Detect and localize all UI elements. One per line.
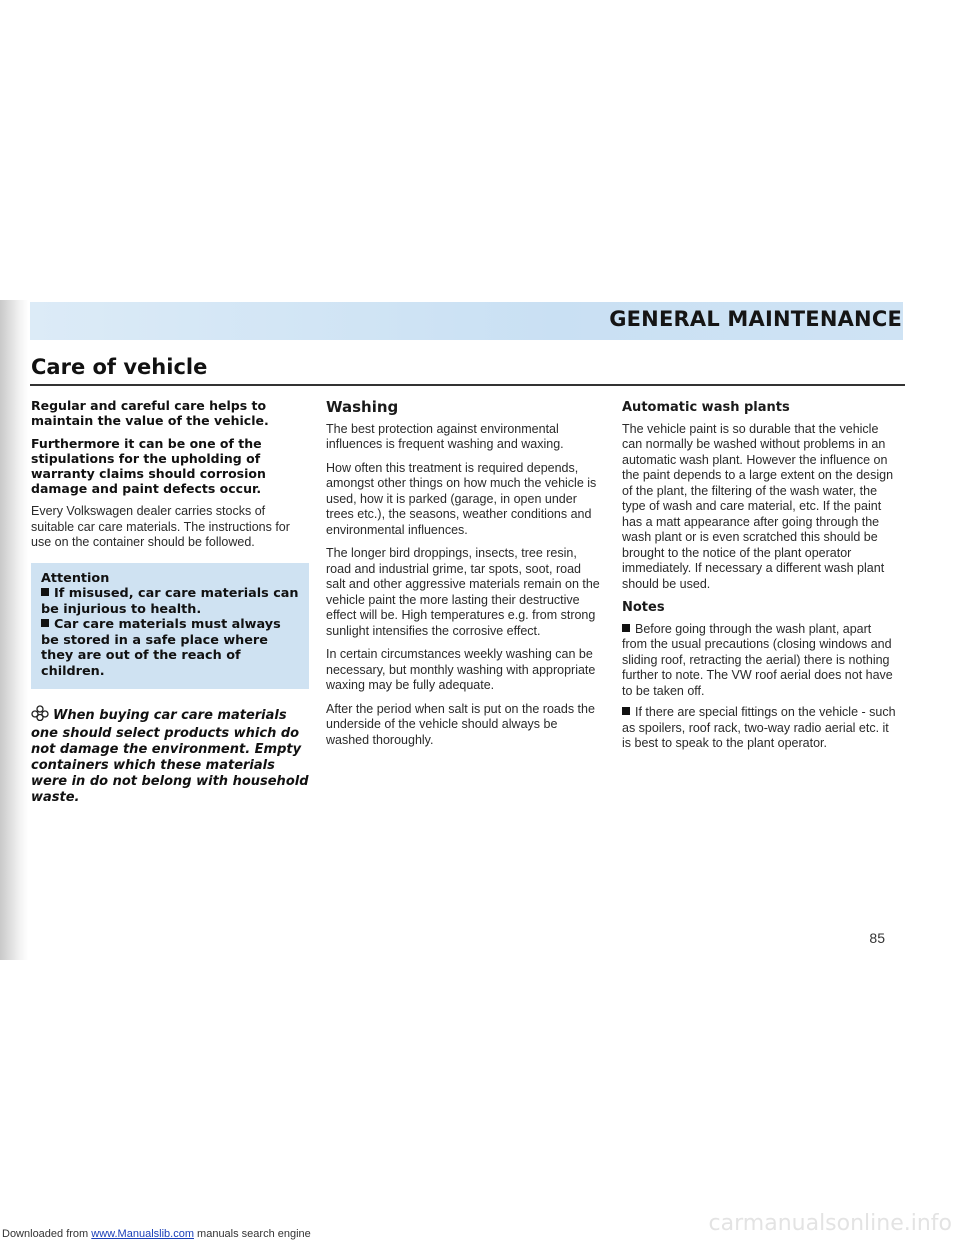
heading-rule xyxy=(30,384,905,386)
washing-paragraph: How often this treatment is required depends, amongst other things on how much the vehicle is used, how it is parked (garage, in open under trees etc.), the seasons, weather conditions and environmental influences. xyxy=(326,460,597,537)
lead-paragraph-value: Regular and careful care helps to maintain the value of the vehicle. xyxy=(31,398,269,428)
bullet-square-icon xyxy=(41,619,49,627)
watermark: carmanualsonline.info xyxy=(708,1211,952,1236)
washing-heading: Washing xyxy=(326,398,399,416)
manualslib-link[interactable]: www.Manualslib.com xyxy=(91,1228,194,1240)
bullet-square-icon xyxy=(41,588,49,596)
washing-paragraph: In certain circumstances weekly washing can be necessary, but monthly washing with appropriate waxing may be fully adequate. xyxy=(326,647,596,692)
attention-item: Car care materials must always be stored in a safe place where they are out of the reach of children. xyxy=(41,617,281,679)
page-binding-shadow xyxy=(0,300,28,960)
column-washing xyxy=(326,400,602,756)
washing-paragraph: After the period when salt is put on the roads the underside of the vehicle should always be washed thoroughly. xyxy=(326,701,595,747)
column-wash-plants xyxy=(622,400,899,758)
download-footer xyxy=(2,1228,311,1240)
environment-note-text: When buying car care materials one should select products which do not damage the environment. Empty containers which these materials were in do not belong with household waste. xyxy=(31,708,309,805)
attention-item: If misused, car care materials can be injurious to health. xyxy=(41,586,299,617)
dealer-paragraph: Every Volkswagen dealer carries stocks of suitable car care materials. The instructions for use on the container should be followed. xyxy=(31,504,290,549)
notes-heading: Notes xyxy=(622,600,665,615)
washing-paragraph: The longer bird droppings, insects, tree resin, road and industrial grime, tar spots, soot, road salt and other aggressive materials remain on the vehicle paint the more lasting their destructive effect will be. High temperatures e.g. from strong sunlight intensifies the corrosive effect. xyxy=(326,546,600,638)
lead-paragraph-warranty: Furthermore it can be one of the stipulations for the upholding of warranty claims should corrosion damage and paint defects occur. xyxy=(31,436,266,496)
footer-prefix: Downloaded from xyxy=(2,1228,92,1240)
environment-note xyxy=(31,705,309,806)
note-item: Before going through the wash plant, apart from the usual precautions (closing windows and sliding roof, retracting the aerial) there is nothing further to note. The VW roof aerial does not have to be taken off. xyxy=(622,621,893,698)
section-title: GENERAL MAINTENANCE xyxy=(609,307,902,331)
environment-flower-icon xyxy=(31,705,51,726)
bullet-square-icon xyxy=(622,624,630,632)
page-heading: Care of vehicle xyxy=(31,355,208,379)
attention-title: Attention xyxy=(41,570,110,586)
bullet-square-icon xyxy=(622,707,630,715)
attention-box xyxy=(31,563,309,690)
page-number: 85 xyxy=(869,930,885,946)
wash-plants-paragraph: The vehicle paint is so durable that the vehicle can normally be washed without problems in an automatic wash plant. However the influence on the paint depends to a large extent on the design of the plant, the filtering of the wash water, the type of wash and care material, etc. If the paint has a matt appearance after going through the wash plant or is even scratched this should be brought to the notice of the plant operator immediately. If necessary a different wash plant should be used. xyxy=(622,421,894,591)
column-care-intro xyxy=(31,398,309,814)
footer-suffix: manuals search engine xyxy=(193,1228,311,1240)
note-item: If there are special fittings on the vehicle - such as spoilers, roof rack, two-way radio aerial etc. it is best to speak to the plant operator. xyxy=(622,705,896,750)
wash-plants-heading: Automatic wash plants xyxy=(622,400,790,415)
washing-paragraph: The best protection against environmental influences is frequent washing and waxing. xyxy=(326,421,564,451)
